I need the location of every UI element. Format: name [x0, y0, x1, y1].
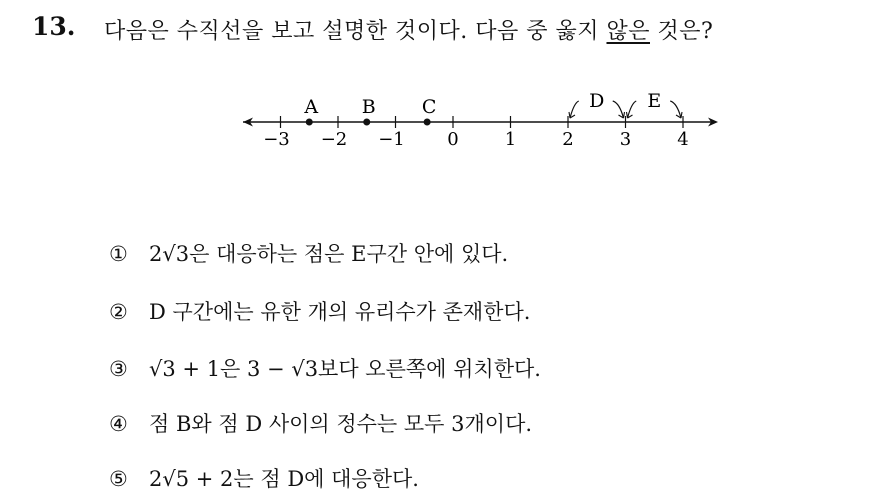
question-text-after: 것은? — [650, 19, 714, 44]
point-label-c: C — [421, 96, 437, 118]
choice-2-marker: ② — [109, 300, 128, 324]
point-label-b: B — [361, 96, 376, 118]
choice-1-marker: ① — [109, 242, 128, 266]
tick-label-4: 0 — [447, 129, 459, 150]
choice-2[interactable] — [109, 296, 530, 326]
tick-label-6: 2 — [562, 129, 574, 150]
choice-3-marker: ③ — [109, 357, 128, 381]
question-text-before: 다음은 수직선을 보고 설명한 것이다. 다음 중 옳지 — [104, 19, 607, 44]
point-label-a: A — [304, 96, 319, 118]
choice-1[interactable] — [109, 238, 508, 268]
choice-4-marker: ④ — [109, 412, 128, 436]
tick-label-7: 3 — [619, 129, 632, 150]
tick-label-5: 1 — [504, 129, 517, 150]
point-c — [424, 119, 431, 126]
tick-label-8: 4 — [677, 129, 689, 150]
choice-5[interactable] — [109, 463, 419, 493]
question-number: 13. — [32, 12, 76, 41]
choice-4-text: 점 B와 점 D 사이의 정수는 모두 3개이다. — [149, 412, 533, 436]
tick-label-3: −1 — [378, 129, 405, 150]
choice-2-text: D 구간에는 유한 개의 유리수가 존재한다. — [149, 300, 531, 324]
interval-label-d: D — [589, 90, 605, 112]
choice-3-text: √3 + 1은 3 − √3보다 오른쪽에 위치한다. — [149, 357, 541, 381]
tick-label-1: −3 — [263, 129, 290, 150]
point-b — [363, 119, 370, 126]
choice-5-marker: ⑤ — [109, 467, 128, 491]
choice-3[interactable] — [109, 353, 541, 383]
question-text-underlined: 않은 — [606, 19, 650, 44]
point-a — [306, 119, 313, 126]
choice-4[interactable] — [109, 408, 532, 438]
choice-5-text: 2√5 + 2는 점 D에 대응한다. — [149, 467, 419, 491]
interval-label-e: E — [647, 90, 662, 112]
choice-1-text: 2√3은 대응하는 점은 E구간 안에 있다. — [149, 242, 509, 266]
tick-label-2: −2 — [320, 129, 348, 150]
